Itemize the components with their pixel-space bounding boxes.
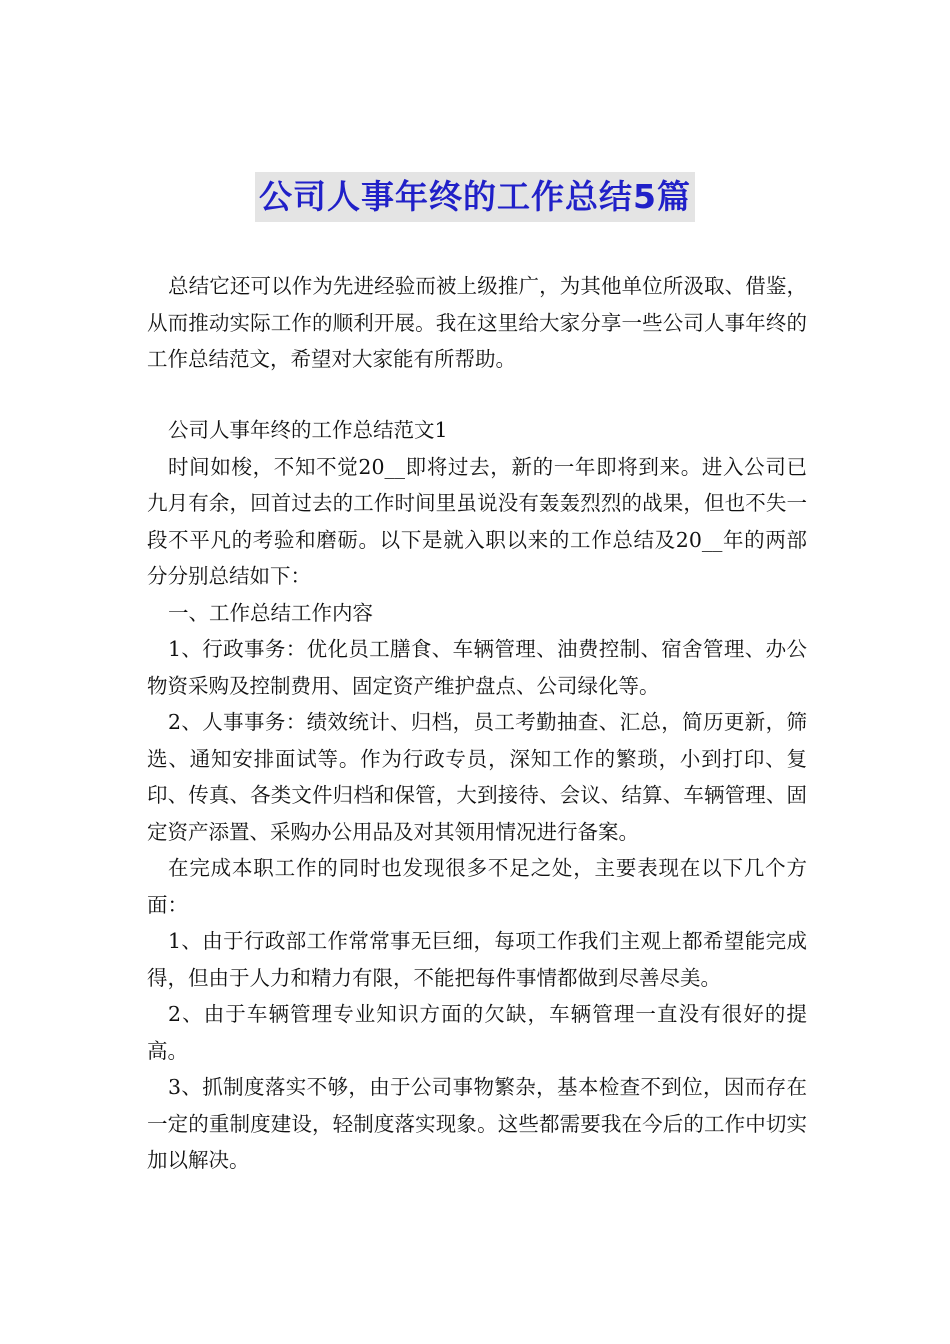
body-paragraph: 在完成本职工作的同时也发现很多不足之处，主要表现在以下几个方面： bbox=[147, 856, 807, 917]
document-title: 公司人事年终的工作总结5篇 bbox=[255, 172, 695, 222]
body-paragraph: 2、由于车辆管理专业知识方面的欠缺，车辆管理一直没有很好的提高。 bbox=[147, 1002, 807, 1063]
title-container bbox=[0, 172, 950, 222]
body-paragraph: 3、抓制度落实不够，由于公司事物繁杂，基本检查不到位，因而存在一定的重制度建设，轻制度落实现象。这些都需要我在今后的工作中切实加以解决。 bbox=[147, 1075, 807, 1172]
intro-paragraph: 总结它还可以作为先进经验而被上级推广，为其他单位所汲取、借鉴，从而推动实际工作的顺利开展。我在这里给大家分享一些公司人事年终的工作总结范文，希望对大家能有所帮助。 bbox=[147, 274, 807, 371]
body-paragraph: 2、人事事务：绩效统计、归档，员工考勤抽查、汇总，简历更新，筛选、通知安排面试等。作为行政专员，深知工作的繁琐，小到打印、复印、传真、各类文件归档和保管，大到接待、会议、结算、车辆管理、固定资产添置、采购办公用品及对其领用情况进行备案。 bbox=[147, 710, 807, 844]
intro-block bbox=[147, 268, 807, 378]
main-body bbox=[147, 412, 807, 1179]
body-paragraph: 1、行政事务：优化员工膳食、车辆管理、油费控制、宿舍管理、办公物资采购及控制费用、固定资产维护盘点、公司绿化等。 bbox=[147, 637, 807, 698]
body-paragraph: 一、工作总结工作内容 bbox=[168, 600, 373, 625]
section-heading: 公司人事年终的工作总结范文1 bbox=[168, 418, 448, 442]
body-paragraph: 1、由于行政部工作常常事无巨细，每项工作我们主观上都希望能完成得，但由于人力和精力有限，不能把每件事情都做到尽善尽美。 bbox=[147, 929, 807, 990]
body-paragraph: 时间如梭，不知不觉20__即将过去，新的一年即将到来。进入公司已九月有余，回首过去的工作时间里虽说没有轰轰烈烈的战果，但也不失一段不平凡的考验和磨砺。以下是就入职以来的工作总结及20__年的两部分分别总结如下： bbox=[147, 454, 807, 588]
